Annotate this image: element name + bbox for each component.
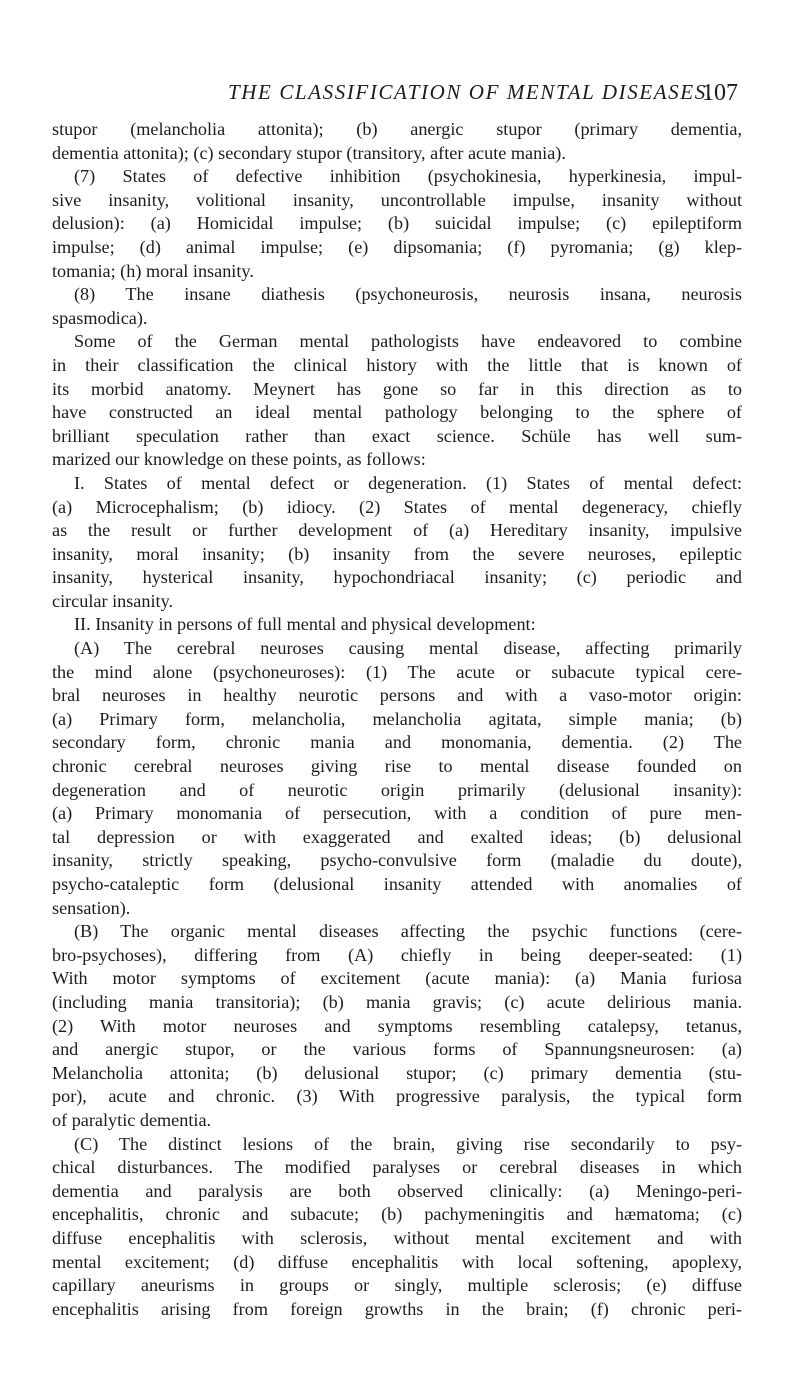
text-line: (A) The cerebral neuroses causing mental disease, affecting primarily (74, 638, 742, 659)
text-line: sensation). (52, 897, 131, 918)
text-line: circular insanity. (52, 590, 174, 611)
text-line: degeneration and of neurotic origin primarily (delusional insanity): (52, 779, 742, 800)
text-line: (a) Primary monomania of persecution, with a condition of pure men- (52, 803, 742, 824)
text-line: diffuse encephalitis with sclerosis, without mental excitement and with (52, 1227, 742, 1248)
text-line: II. Insanity in persons of full mental and physical development: (74, 614, 536, 635)
text-line: With motor symptoms of excitement (acute mania): (a) Mania furiosa (52, 968, 742, 989)
text-line: delusion): (a) Homicidal impulse; (b) suicidal impulse; (c) epileptiform (52, 213, 742, 234)
page-number: 107 (702, 80, 738, 106)
text-line: encephalitis arising from foreign growths in the brain; (f) chronic peri- (52, 1298, 742, 1319)
text-line: impulse; (d) animal impulse; (e) dipsomania; (f) pyromania; (g) klep- (52, 236, 742, 257)
text-line: marized our knowledge on these points, as follows: (52, 449, 426, 470)
body-text (52, 118, 742, 1321)
text-line: mental excitement; (d) diffuse encephalitis with local softening, apoplexy, (52, 1251, 742, 1272)
text-line: its morbid anatomy. Meynert has gone so far in this direction as to (52, 378, 742, 399)
text-line: in their classification the clinical history with the little that is known of (52, 354, 742, 375)
text-line: insanity, moral insanity; (b) insanity from the severe neuroses, epileptic (52, 543, 742, 564)
text-line: dementia attonita); (c) secondary stupor (transitory, after acute mania). (52, 142, 566, 163)
text-line: spasmodica). (52, 307, 148, 328)
text-line: por), acute and chronic. (3) With progressive paralysis, the typical form (52, 1086, 742, 1107)
text-line: the mind alone (psychoneuroses): (1) The acute or subacute typical cere- (52, 661, 742, 682)
text-line: capillary aneurisms in groups or singly, multiple sclerosis; (e) diffuse (52, 1275, 742, 1296)
text-line: bral neuroses in healthy neurotic persons and with a vaso-motor origin: (52, 685, 742, 706)
text-line: bro-psychoses), differing from (A) chiefly in being deeper-seated: (1) (52, 944, 742, 965)
text-line: dementia and paralysis are both observed clinically: (a) Meningo-peri- (52, 1180, 742, 1201)
running-header (228, 80, 738, 110)
text-line: insanity, strictly speaking, psycho-convulsive form (maladie du doute), (52, 850, 742, 871)
text-line: encephalitis, chronic and subacute; (b) pachymeningitis and hæmatoma; (c) (52, 1204, 742, 1225)
text-line: Melancholia attonita; (b) delusional stupor; (c) primary dementia (stu- (52, 1062, 742, 1083)
text-line: secondary form, chronic mania and monomania, dementia. (2) The (52, 732, 742, 753)
text-line: Some of the German mental pathologists have endeavored to combine (74, 331, 742, 352)
text-line: psycho-cataleptic form (delusional insanity attended with anomalies of (52, 874, 742, 894)
text-line: (B) The organic mental diseases affecting the psychic functions (cere- (74, 921, 742, 942)
text-line: (8) The insane diathesis (psychoneurosis, neurosis insana, neurosis (74, 284, 742, 305)
text-line: chical disturbances. The modified paralyses or cerebral diseases in which (52, 1157, 742, 1178)
text-line: insanity, hysterical insanity, hypochondriacal insanity; (c) periodic and (52, 567, 742, 588)
text-line: (a) Microcephalism; (b) idiocy. (2) States of mental degeneracy, chiefly (52, 496, 742, 517)
text-line: stupor (melancholia attonita); (b) anergic stupor (primary dementia, (52, 119, 742, 139)
text-line: I. States of mental defect or degeneration. (1) States of mental defect: (74, 472, 742, 493)
text-line: brilliant speculation rather than exact science. Schüle has well sum- (52, 425, 742, 446)
text-line: (C) The distinct lesions of the brain, giving rise secondarily to psy- (74, 1133, 742, 1154)
text-line: tal depression or with exaggerated and exalted ideas; (b) delusional (52, 826, 742, 847)
text-line: have constructed an ideal mental pathology belonging to the sphere of (52, 402, 742, 423)
text-line: (2) With motor neuroses and symptoms resembling catalepsy, tetanus, (52, 1015, 742, 1036)
text-line: (including mania transitoria); (b) mania gravis; (c) acute delirious mania. (52, 991, 742, 1012)
text-line: (7) States of defective inhibition (psychokinesia, hyperkinesia, impul- (74, 166, 742, 187)
text-line: sive insanity, volitional insanity, uncontrollable impulse, insanity without (52, 189, 742, 210)
text-line: and anergic stupor, or the various forms of Spannungsneurosen: (a) (52, 1039, 742, 1060)
text-line: as the result or further development of (a) Hereditary insanity, impulsive (52, 520, 742, 541)
running-title: THE CLASSIFICATION OF MENTAL DISEASES. (228, 80, 714, 104)
text-line: tomania; (h) moral insanity. (52, 260, 254, 281)
text-line: of paralytic dementia. (52, 1109, 212, 1130)
text-line: chronic cerebral neuroses giving rise to mental disease founded on (52, 756, 742, 777)
text-line: (a) Primary form, melancholia, melancholia agitata, simple mania; (b) (52, 708, 742, 729)
